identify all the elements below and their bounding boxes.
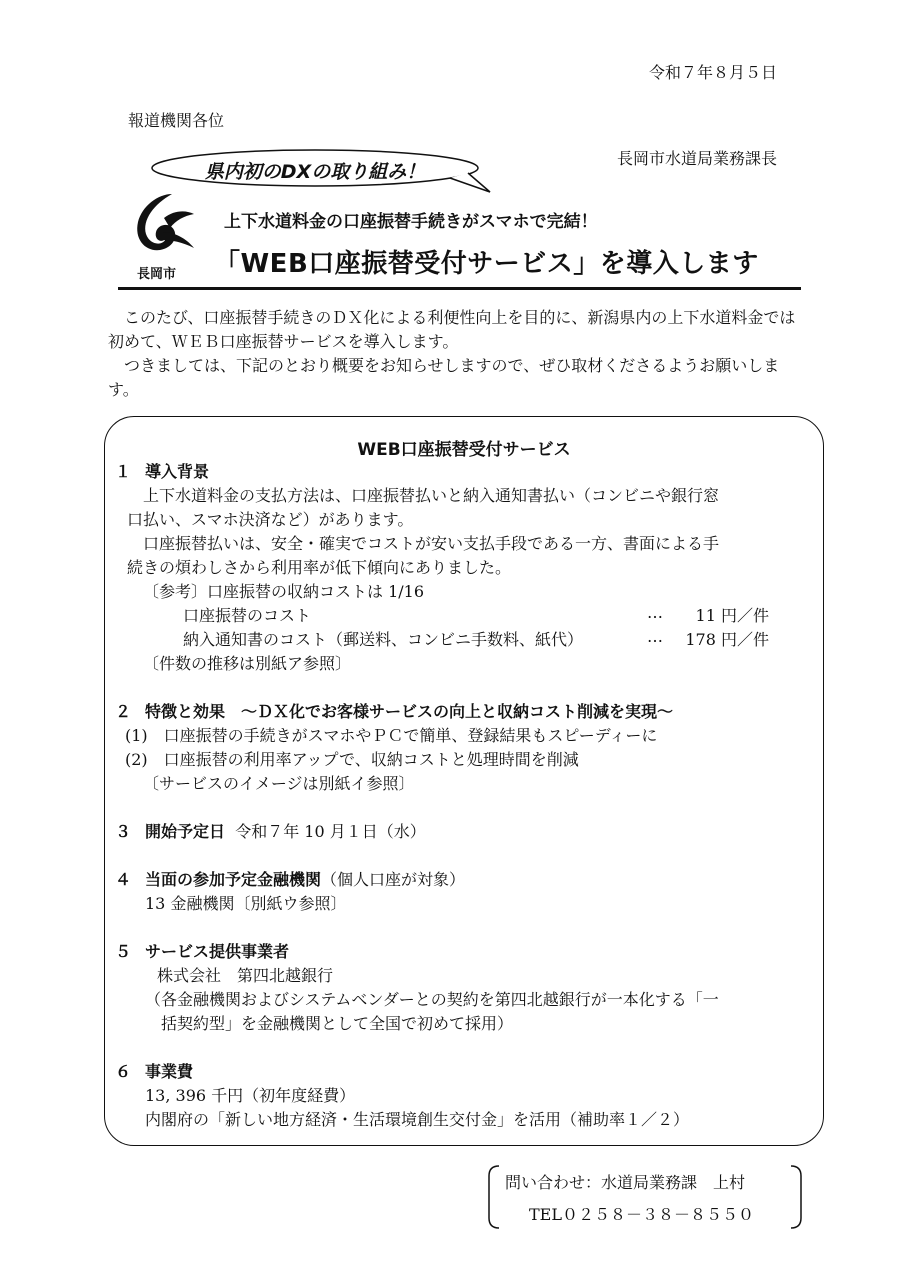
section-6-number: ６ xyxy=(115,1062,132,1081)
section-1-heading xyxy=(115,459,209,482)
section-4-suffix: （個人口座が対象） xyxy=(321,870,466,889)
institution-count: 13 金融機関〔別紙ウ参照〕 xyxy=(145,894,347,913)
section-1-title: 導入背景 xyxy=(145,462,210,481)
headline-rule xyxy=(118,287,801,290)
section-2-heading xyxy=(115,699,673,722)
sender: 長岡市水道局業務課長 xyxy=(616,149,777,168)
city-emblem-icon xyxy=(124,188,196,258)
section-2-title: 特徴と効果 ～ＤＸ化でお客様サービスの向上と収納コスト削減を実現～ xyxy=(145,702,674,721)
section-2-number: ２ xyxy=(115,702,132,721)
section-1-line-2: 口払い、スマホ決済など）があります。 xyxy=(127,510,414,529)
section-6-heading xyxy=(115,1059,193,1082)
intro-paragraph-1: このたび、口座振替手続きのＤＸ化による利便性向上を目的に、新潟県内の上下水道料金では初めて、ＷＥＢ口座振替サービスを導入します。 xyxy=(108,308,796,351)
section-3-line xyxy=(115,819,426,842)
cost-1-label: 口座振替のコスト xyxy=(183,606,312,625)
subsidy-note: 内閣府の「新しい地方経済・生活環境創生交付金」を活用（補助率１／２） xyxy=(145,1110,690,1129)
contact-person: 問い合わせ：水道局業務課 上村 xyxy=(505,1173,746,1192)
section-1-note: 〔件数の推移は別紙ア参照〕 xyxy=(143,654,352,673)
callout-bubble xyxy=(150,148,495,194)
headline: 「WEB口座振替受付サービス」を導入します xyxy=(214,249,759,279)
cost-1-dots: … xyxy=(647,603,663,622)
subtitle: 上下水道料金の口座振替手続きがスマホで完結！ xyxy=(224,212,598,232)
section-4-title: 当面の参加予定金融機関 xyxy=(145,870,322,889)
section-1-line-3: 口座振替払いは、安全・確実でコストが安い支払手段である一方、書面による手 xyxy=(143,534,720,553)
cost-2-dots: … xyxy=(647,627,663,646)
box-title: WEB口座振替受付サービス xyxy=(357,440,571,460)
start-date: 令和７年 10 月１日（水） xyxy=(235,822,426,841)
cost-2-value: 178 円／件 xyxy=(685,630,769,649)
section-2-note: 〔サービスのイメージは別紙イ参照〕 xyxy=(143,774,415,793)
section-1-line-1: 上下水道料金の支払方法は、口座振替払いと納入通知書払い（コンビニや銀行窓 xyxy=(143,486,720,505)
section-5-title: サービス提供事業者 xyxy=(145,942,290,961)
section-5-heading xyxy=(115,939,289,962)
section-2-item-1: (1) 口座振替の手続きがスマホやＰＣで簡単、登録結果もスピーディーに xyxy=(125,726,658,745)
cost-reference: 〔参考〕口座振替の収納コストは 1/16 xyxy=(143,582,425,601)
section-3-number: ３ xyxy=(115,822,132,841)
cost-1-value: 11 円／件 xyxy=(695,606,769,625)
logo-wordmark: 長岡市 xyxy=(137,267,177,282)
project-cost: 13, 396 千円（初年度経費） xyxy=(145,1086,356,1105)
summary-box xyxy=(104,416,824,1146)
nagaoka-city-logo xyxy=(124,188,196,258)
section-4-heading xyxy=(115,867,465,890)
section-1-number: １ xyxy=(115,462,132,481)
intro-paragraph-2: つきましては、下記のとおり概要をお知らせしますので、ぜひ取材くださるようお願いします。 xyxy=(108,356,780,399)
section-4-number: ４ xyxy=(115,870,132,889)
section-5-line-2: 括契約型」を金融機関として全国で初めて採用） xyxy=(161,1014,514,1033)
section-1-line-4: 続きの煩わしさから利用率が低下傾向にありました。 xyxy=(127,558,512,577)
release-date: 令和７年８月５日 xyxy=(648,63,777,82)
contact-info xyxy=(485,1162,805,1232)
section-6-title: 事業費 xyxy=(145,1062,194,1081)
contact-phone: TEL０２５８－３８－８５５０ xyxy=(529,1205,754,1224)
section-5-line-1: （各金融機関およびシステムベンダーとの契約を第四北越銀行が一本化する「一 xyxy=(145,990,719,1009)
section-3-title: 開始予定日 xyxy=(145,822,226,841)
addressee: 報道機関各位 xyxy=(128,111,225,130)
intro xyxy=(108,306,798,402)
callout-text: 県内初のDXの取り組み！ xyxy=(204,161,426,183)
cost-2-label: 納入通知書のコスト（郵送料、コンビニ手数料、紙代） xyxy=(183,630,584,649)
section-2-item-2: (2) 口座振替の利用率アップで、収納コストと処理時間を削減 xyxy=(125,750,579,769)
provider-company: 株式会社 第四北越銀行 xyxy=(157,966,334,985)
section-5-number: ５ xyxy=(115,942,132,961)
